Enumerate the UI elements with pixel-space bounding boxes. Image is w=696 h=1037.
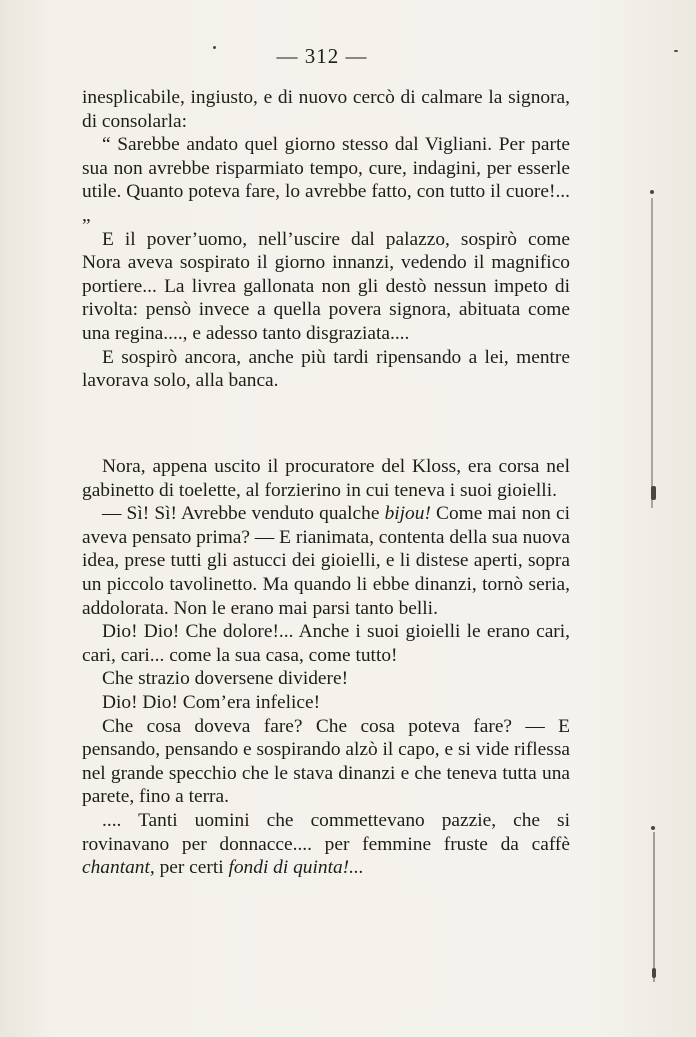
paragraph: Dio! Dio! Com’era infelice! <box>102 691 321 713</box>
binding-mark <box>651 198 653 508</box>
paragraph: “ Sarebbe andato quel giorno stesso dal Vigliani. Per parte sua non avrebbe risparmiato tempo, cure, indagini, per esserle utile. Quanto poteva fare, lo avrebbe fatto, con tutto il cuore!... „ <box>82 134 570 226</box>
italic-text: chantant, <box>82 857 155 879</box>
text-run: Come mai non ci aveva pensato prima? — E rianimata, contenta della sua nuova idea, prese tutti gli astucci dei gioielli, e li distese aperti, sopra un piccolo tavolinetto. Ma quando li ebbe dinanzi, tornò seria, addolorata. Non le erano mai parsi tanto belli. <box>82 503 570 619</box>
text-run: .... Tanti uomini che commettevano pazzie, che si rovinavano per donnacce.... per femmine fruste da caffè <box>82 809 570 855</box>
ink-speck <box>650 190 654 194</box>
italic-text: bijou! <box>384 503 431 525</box>
binding-mark <box>653 832 655 982</box>
paragraph: Che strazio doversene dividere! <box>102 668 349 690</box>
ink-speck <box>652 968 656 978</box>
paragraph: Nora, appena uscito il procuratore del Kloss, era corsa nel gabinetto di toelette, al forzierino in cui teneva i suoi gioielli. <box>82 456 570 501</box>
text-section-2 <box>82 455 570 880</box>
ink-speck <box>213 46 216 49</box>
paragraph: Che cosa doveva fare? Che cosa poteva fare? — E pensando, pensando e sospirando alzò il capo, e si vide riflessa nel grande specchio che le stava dinanzi e che teneva tutta una parete, fino a terra. <box>82 715 570 808</box>
ink-speck <box>651 486 656 500</box>
text-section-1 <box>82 86 570 393</box>
ink-speck <box>674 50 678 52</box>
paragraph <box>82 502 570 620</box>
paragraph: inesplicabile, ingiusto, e di nuovo cercò di calmare la signora, di consolarla: <box>82 87 570 132</box>
paragraph: Dio! Dio! Che dolore!... Anche i suoi gioielli le erano cari, cari, cari... come la sua casa, come tutto! <box>82 621 570 666</box>
paragraph: E il pover’uomo, nell’uscire dal palazzo, sospirò come Nora aveva sospirato il giorno innanzi, vedendo il magnifico portiere... La livrea gallonata non gli destò nessun impeto di rivolta: pensò invece a quella povera signora, abituata come una regina...., e adesso tanto disgraziata.... <box>82 228 570 344</box>
text-run: per certi <box>154 857 229 879</box>
paragraph <box>82 809 570 880</box>
page-number: — 312 — <box>276 44 368 68</box>
ink-speck <box>651 826 655 830</box>
paragraph: E sospirò ancora, anche più tardi ripensando a lei, mentre lavorava solo, alla banca. <box>82 346 570 392</box>
text-run: — Sì! Sì! Avrebbe venduto qualche <box>102 503 385 525</box>
italic-text: fondi di quinta!... <box>228 857 364 879</box>
